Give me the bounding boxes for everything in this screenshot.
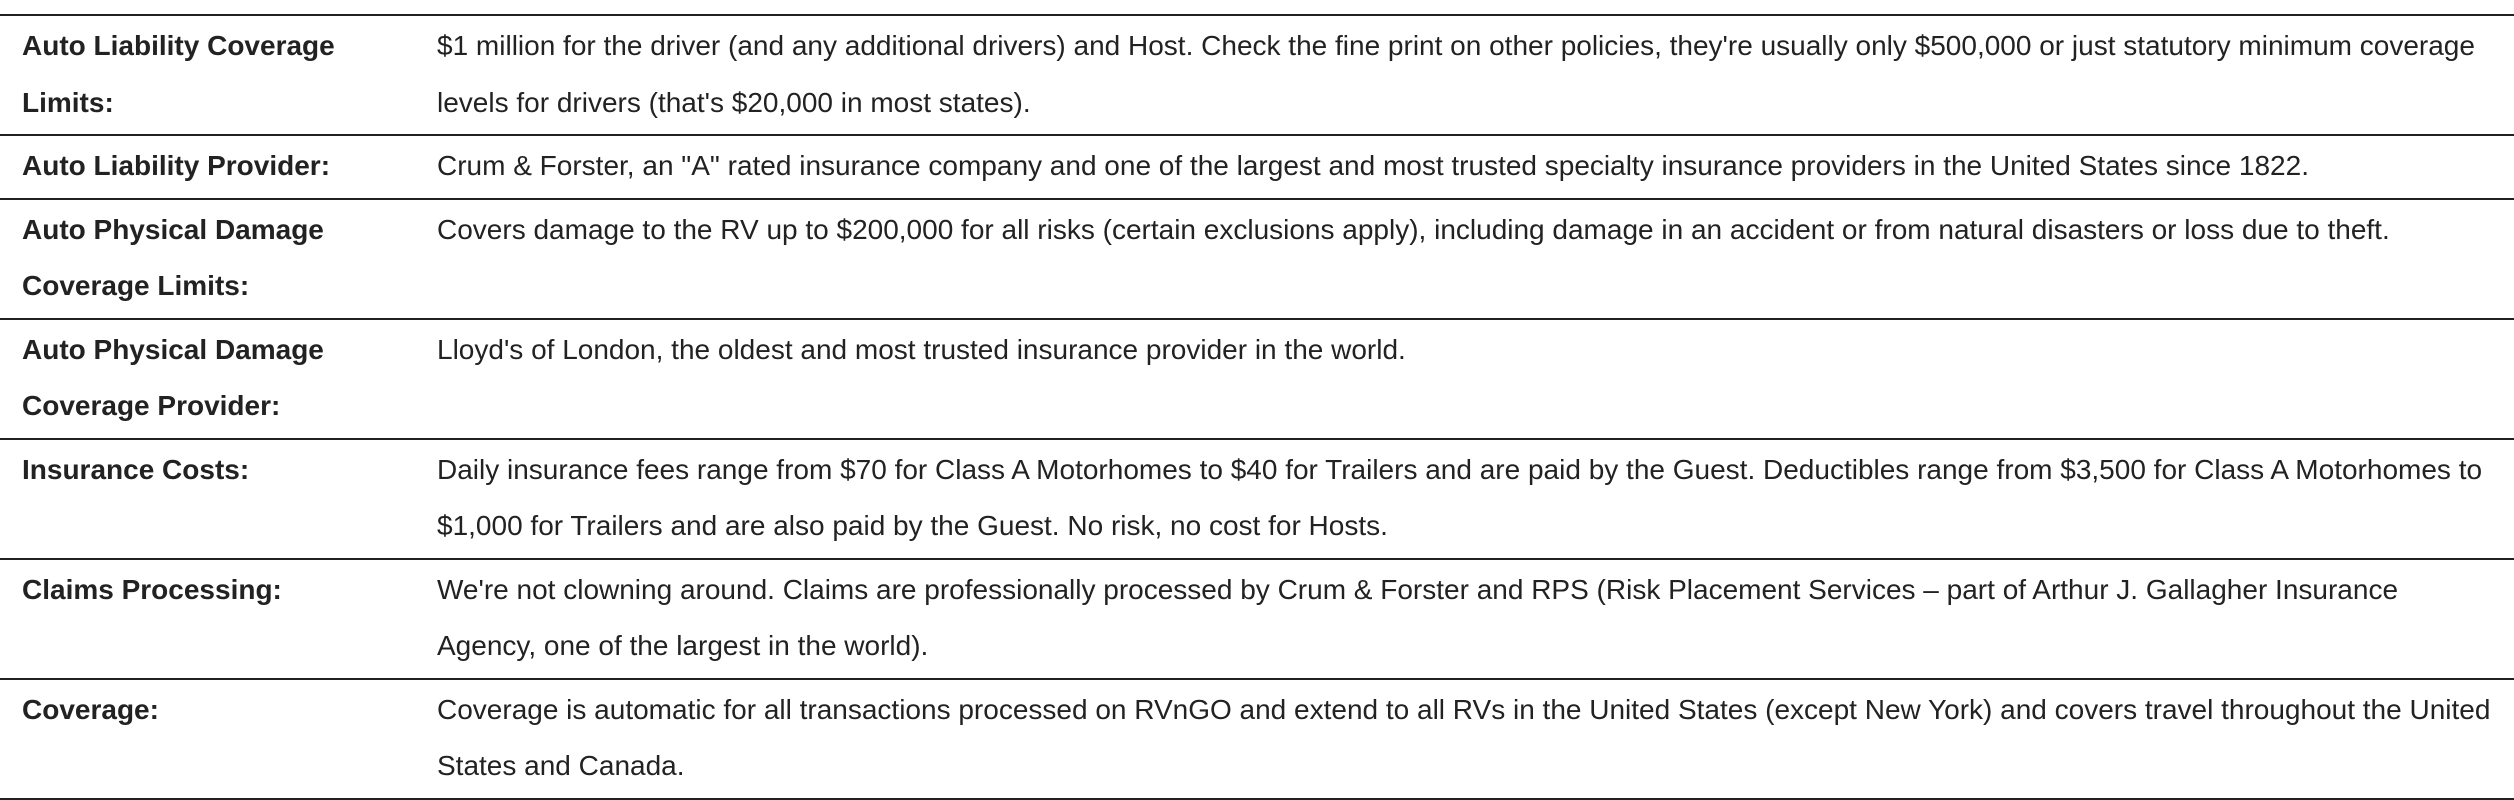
- row-value-auto-liability-coverage-limits: $1 million for the driver (and any additional drivers) and Host. Check the fine print on other policies, they're usually only $500,000 or just statutory minimum coverage levels for drivers (that's $20,000 in most states).: [437, 30, 2475, 118]
- row-label-coverage: Coverage:: [22, 693, 159, 725]
- row-value-claims-processing: We're not clowning around. Claims are professionally processed by Crum & Forster and RPS (Risk Placement Services – part of Arthur J. Gallagher Insurance Agency, one of the largest in the world).: [437, 573, 2399, 661]
- row-label-auto-liability-provider: Auto Liability Provider:: [22, 150, 331, 181]
- insurance-details-table: [0, 14, 2514, 800]
- insurance-table: [0, 14, 2514, 800]
- row-value-insurance-costs: Daily insurance fees range from $70 for Class A Motorhomes to $40 for Trailers and are paid by the Guest. Deductibles range from $3,500 for Class A Motorhomes to $1,000 for Trailers and are also paid by the Guest. No risk, no cost for Hosts.: [437, 453, 2483, 541]
- row-label-claims-processing: Claims Processing:: [22, 573, 282, 605]
- table-row: [0, 15, 2514, 135]
- row-label-physical-damage-coverage-provider: Auto Physical Damage Coverage Provider:: [22, 333, 324, 421]
- table-row: [0, 135, 2514, 199]
- table-row: [0, 439, 2514, 559]
- row-value-physical-damage-coverage-limits: Covers damage to the RV up to $200,000 for all risks (certain exclusions apply), including damage in an accident or from natural disasters or loss due to theft.: [437, 213, 2390, 245]
- row-label-auto-liability-coverage-limits: Auto Liability Coverage Limits:: [22, 30, 335, 118]
- table-row: [0, 559, 2514, 679]
- row-value-auto-liability-provider: Crum & Forster, an "A" rated insurance company and one of the largest and most trusted specialty insurance providers in the United States since 1822.: [437, 150, 2309, 181]
- row-label-physical-damage-coverage-limits: Auto Physical Damage Coverage Limits:: [22, 213, 324, 301]
- row-label-insurance-costs: Insurance Costs:: [22, 453, 250, 485]
- table-row: [0, 679, 2514, 799]
- table-row: [0, 319, 2514, 439]
- row-value-physical-damage-coverage-provider: Lloyd's of London, the oldest and most trusted insurance provider in the world.: [437, 333, 1406, 365]
- row-value-coverage: Coverage is automatic for all transactions processed on RVnGO and extend to all RVs in the United States (except New York) and covers travel throughout the United States and Canada.: [437, 693, 2491, 781]
- table-row: [0, 199, 2514, 319]
